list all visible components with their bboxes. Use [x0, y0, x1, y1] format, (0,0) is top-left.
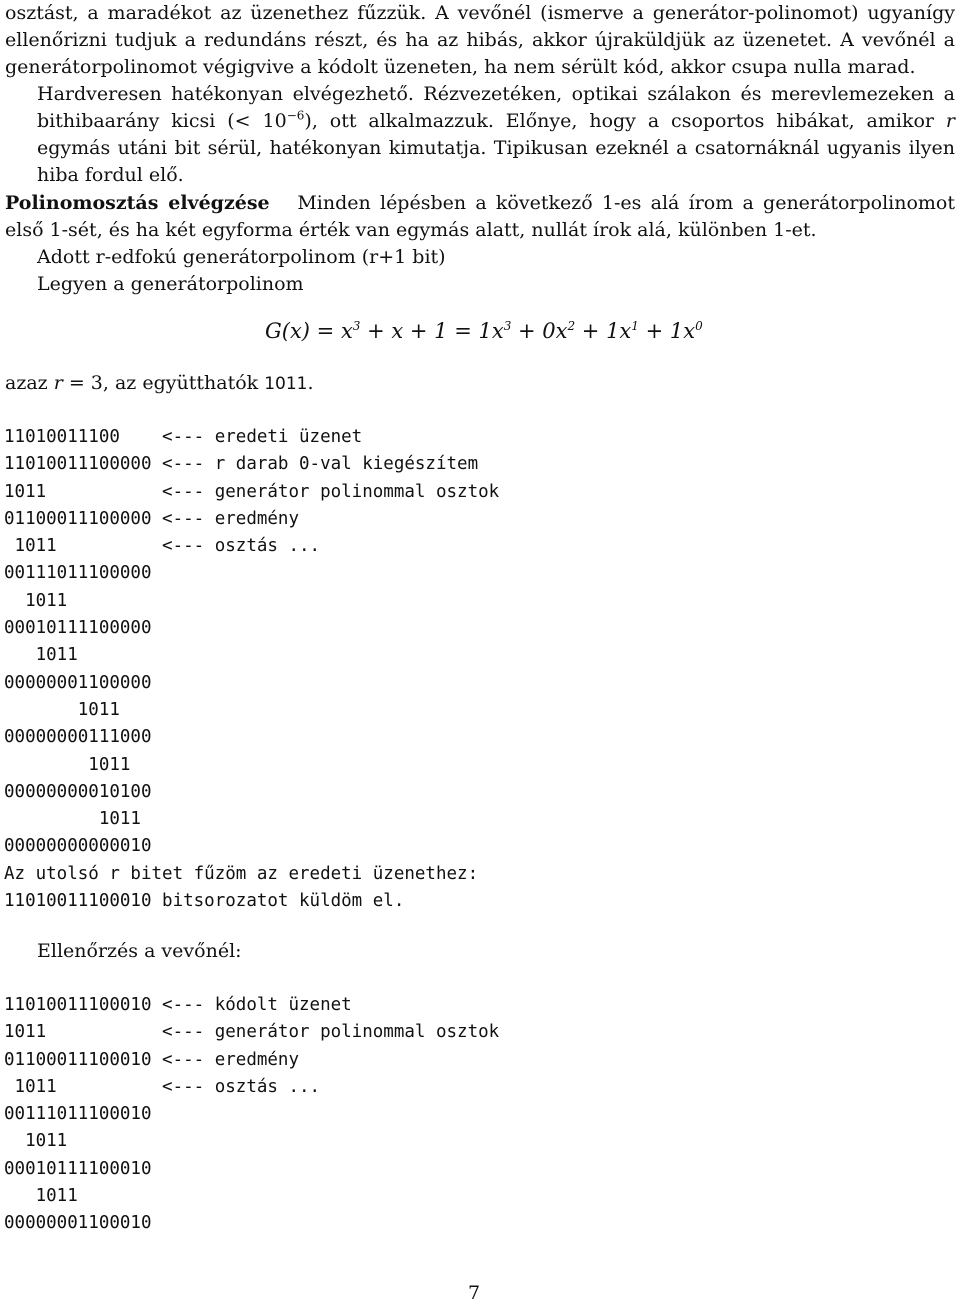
azaz-line — [5, 370, 955, 398]
encoding-code-block — [4, 424, 499, 915]
code-line: 01100011100000 <--- eredmény — [4, 508, 300, 529]
azaz-var: r — [53, 372, 63, 394]
code-line: 00000001100000 — [4, 672, 152, 693]
intro-paragraph — [5, 0, 955, 189]
code-line: 01100011100010 <--- eredmény — [4, 1049, 300, 1070]
code-line: 1011 <--- osztás ... — [4, 1076, 321, 1097]
code-line: 00111011100000 — [4, 563, 152, 584]
code-line: 1011 <--- generátor polinommal osztok — [4, 481, 500, 502]
code-line: 11010011100010 bitsorozatot küldöm el. — [4, 891, 405, 912]
formula-mid: + x + 1 = 1x — [360, 319, 504, 343]
check-title: Ellenőrzés a vevőnél: — [37, 940, 242, 962]
formula-term-4: + 1x — [638, 319, 696, 343]
code-line: 00000000000010 — [4, 836, 152, 857]
azaz-coeff: 1011 — [264, 374, 308, 394]
formula-exp-2: 3 — [503, 319, 512, 333]
code-line: 11010011100010 <--- kódolt üzenet — [4, 995, 352, 1015]
code-line: 00000000010100 — [4, 781, 152, 802]
formula-exp-1: 3 — [352, 319, 361, 333]
code-line: 00010111100000 — [4, 618, 152, 639]
code-line: 1011 — [4, 699, 120, 720]
azaz-prefix: azaz — [5, 372, 54, 394]
section-title: Polinomosztás elvégzése — [5, 192, 270, 214]
code-line: 1011 <--- generátor polinommal osztok — [4, 1022, 500, 1043]
page-number: 7 — [467, 1282, 481, 1304]
adott-line: Adott r-edfokú generátorpolinom (r+1 bit) — [37, 246, 446, 268]
var-r: r — [945, 110, 956, 132]
code-line: 00111011100010 — [4, 1104, 152, 1125]
azaz-suffix: . — [307, 372, 314, 394]
code-line: 1011 — [4, 1186, 78, 1207]
code-line: 1011 — [4, 590, 68, 611]
code-line: 1011 — [4, 754, 131, 775]
formula-term-3: + 1x — [575, 319, 632, 343]
azaz-eq: = 3, az együtthatók — [62, 372, 265, 394]
code-line: 00000000111000 — [4, 727, 152, 748]
code-line: 1011 — [4, 1131, 68, 1152]
check-code-block — [4, 992, 499, 1238]
legyen-line: Legyen a generátorpolinom — [37, 273, 304, 295]
code-line: 00010111100010 — [4, 1158, 152, 1179]
formula-lhs: G(x) = x — [265, 319, 353, 343]
formula-term-2: + 0x — [511, 319, 568, 343]
section-paragraph — [5, 190, 955, 298]
code-line: 1011 — [4, 809, 141, 830]
code-line: Az utolsó r bitet fűzöm az eredeti üzenethez: — [4, 863, 479, 884]
formula-exp-3: 2 — [567, 319, 576, 333]
formula-exp-5: 0 — [695, 319, 703, 333]
generator-formula — [265, 319, 703, 343]
code-line: 11010011100 <--- eredeti üzenet — [4, 427, 363, 447]
intro-text-2 — [5, 81, 955, 189]
code-line: 00000001100010 — [4, 1213, 152, 1234]
intro-text-2a: Hardveresen hatékonyan elvégezhető. Rézvezetéken, optikai szálakon és merevlemezeken a bithibaarány kicsi (< 10 — [37, 83, 955, 132]
intro-text-2c: egymás utáni bit sérül, hatékonyan kimutatja. Tipikusan ezeknél a csatornáknál ugyanis ilyen hiba fordul elő. — [37, 137, 955, 186]
code-line: 1011 — [4, 645, 78, 666]
check-title-line — [5, 938, 955, 965]
code-line: 11010011100000 <--- r darab 0-val kiegészítem — [4, 454, 479, 475]
section-text — [5, 190, 955, 244]
formula-exp-4: 1 — [631, 319, 639, 333]
exponent: −6 — [286, 108, 305, 123]
section-body: Minden lépésben a következő 1-es alá írom a generátorpolinomot első 1-sét, és ha két egyforma érték van egymás alatt, nullát írok alá, különben 1-et. — [5, 192, 956, 241]
intro-text-1: osztást, a maradékot az üzenethez fűzzük. A vevőnél (ismerve a generátor-polinomot) ugyanígy ellenőrizni tudjuk a redundáns részt, és ha az hibás, akkor újraküldjük az üzenetet. A vevőnél a generátorpolinomot végigvive a kódolt üzeneten, ha nem sérült kód, akkor csupa nulla marad. — [5, 2, 955, 78]
intro-text-2b: ), ott alkalmazzuk. Előnye, hogy a csoportos hibákat, amikor — [304, 110, 934, 132]
code-line: 1011 <--- osztás ... — [4, 536, 321, 557]
